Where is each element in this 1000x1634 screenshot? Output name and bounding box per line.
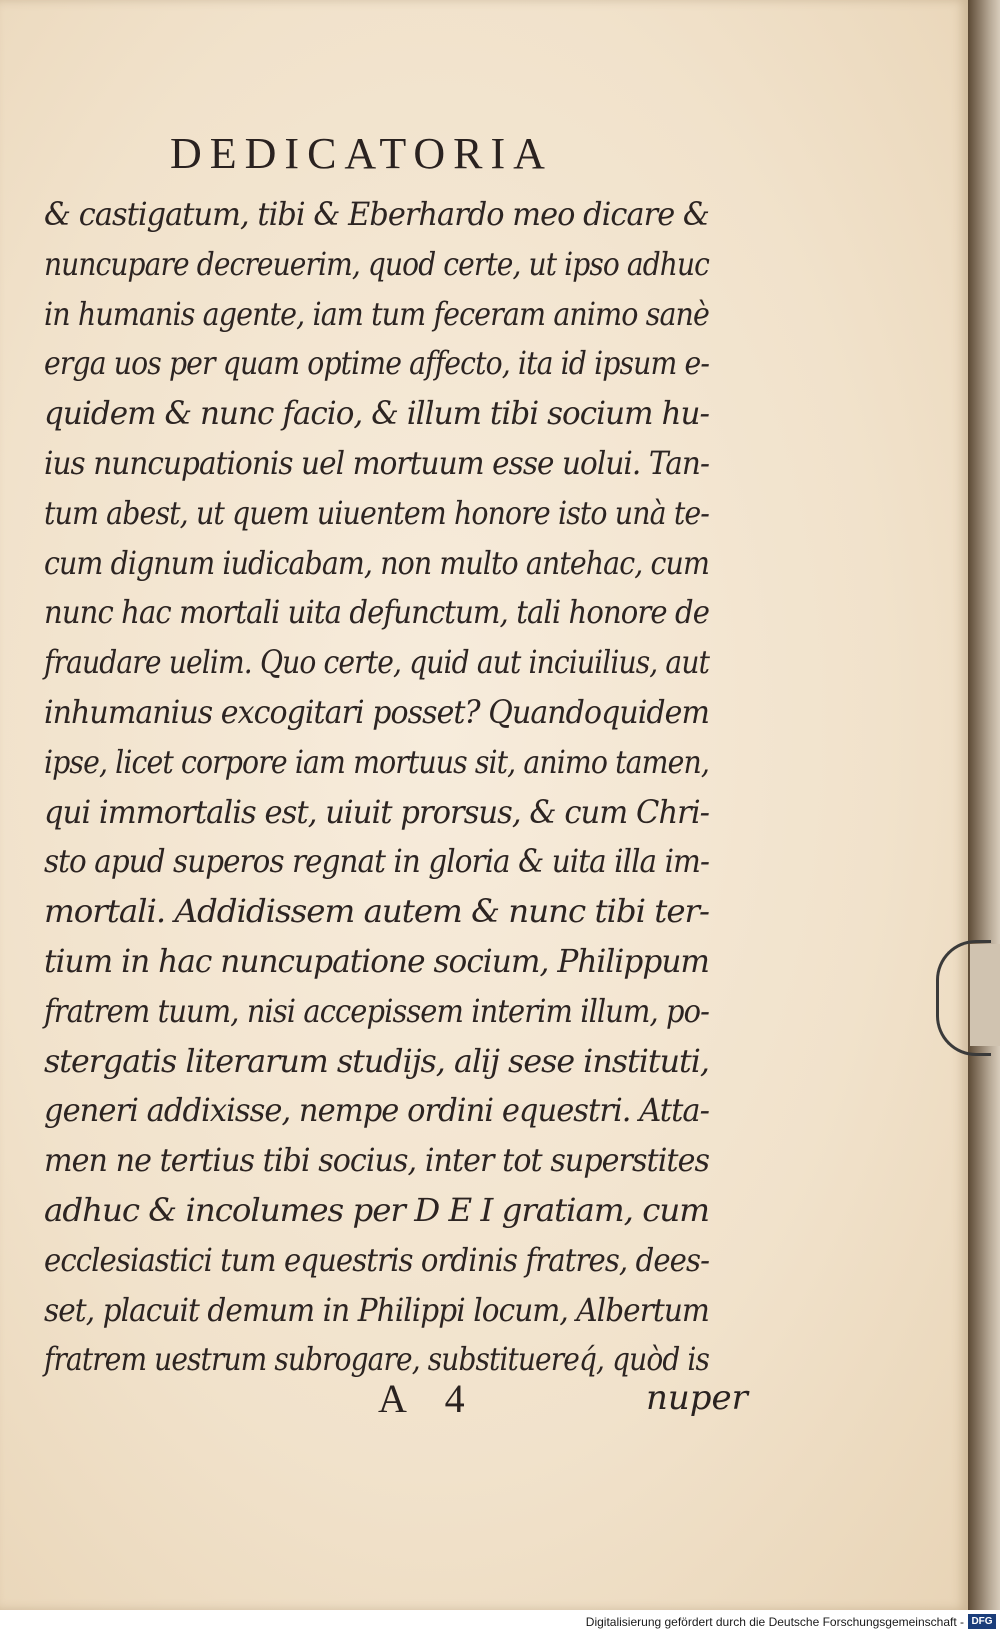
text-line: qui immortalis est, uiuit prorsus, & cum Chri- [44,792,709,831]
body-text [44,190,744,1385]
text-line: fratrem tuum, nisi accepissem interim illum, po- [44,991,709,1030]
page-edge [968,0,1000,1610]
text-line: generi addixisse, nempe ordini equestri. Atta- [44,1091,709,1130]
text-line: fraudare uelim. Quo certe, quid aut inciuilius, aut [44,643,709,682]
footer-bar [0,1610,1000,1634]
dfg-logo: DFG [968,1614,996,1629]
funding-notice: Digitalisierung gefördert durch die Deutsche Forschungsgemeinschaft - [585,1615,964,1629]
running-header: DEDICATORIA [170,129,553,178]
book-clasp [936,940,991,1056]
text-line: adhuc & incolumes per D E I gratiam, cum [44,1190,709,1229]
text-line: ius nuncupationis uel mortuum esse uolui. Tan- [44,443,709,482]
text-line: set, placuit demum in Philippi locum, Albertum [44,1290,709,1329]
text-line: men ne tertius tibi socius, inter tot superstites [44,1141,709,1180]
text-line: & castigatum, tibi & Eberhardo meo dicare & [44,195,709,233]
text-line: ecclesiastici tum equestris ordinis fratres, dees- [44,1240,709,1279]
signature-mark: A 4 [378,1376,465,1421]
text-line: ipse, licet corpore iam mortuus sit, animo tamen, [44,742,709,781]
text-line: fratrem uestrum subrogare, substituereq́, quòd is [44,1340,709,1379]
text-line: nunc hac mortali uita defunctum, tali honore de [44,593,709,632]
text-line: cum dignum iudicabam, non multo antehac, cum [44,543,709,582]
text-line: sto apud superos regnat in gloria & uita illa im- [44,842,709,881]
text-line: tum abest, ut quem uiuentem honore isto unà te- [44,493,709,532]
text-line: mortali. Addidissem autem & nunc tibi ter- [44,892,709,931]
text-line: stergatis literarum studijs, alij sese instituti, [44,1041,709,1080]
text-line: inhumanius excogitari posset? Quandoquidem [44,692,709,731]
text-line: tium in hac nuncupatione socium, Philippum [44,941,709,980]
text-line: in humanis agente, iam tum feceram animo sanè [44,294,709,333]
text-line: quidem & nunc facio, & illum tibi socium hu- [44,394,709,433]
text-line: nuncupare decreuerim, quod certe, ut ipso adhuc [44,244,709,283]
catchword: nuper [646,1378,748,1418]
text-line: erga uos per quam optime affecto, ita id ipsum e- [44,344,709,383]
